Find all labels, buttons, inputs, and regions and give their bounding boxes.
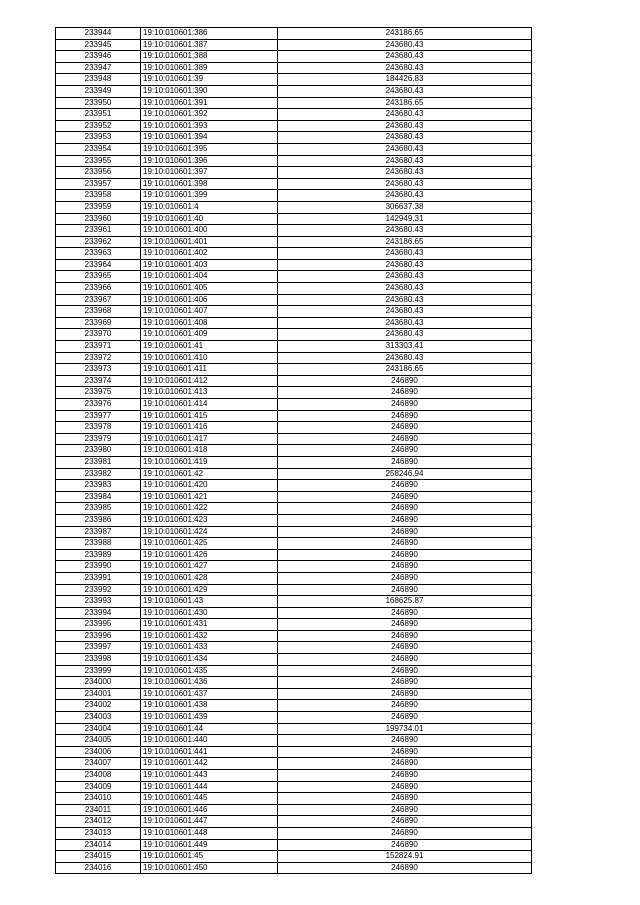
cadastral-number-cell: 19:10:010601:421 — [141, 491, 278, 503]
row-number-cell: 233974 — [56, 375, 141, 387]
cadastral-number-cell: 19:10:010601:416 — [141, 422, 278, 434]
table-row — [56, 375, 532, 387]
table-row — [56, 120, 532, 132]
cadastral-value-cell: 243186.65 — [278, 97, 532, 109]
row-number-cell: 233968 — [56, 306, 141, 318]
cadastral-number-cell: 19:10:010601:399 — [141, 190, 278, 202]
table-row — [56, 97, 532, 109]
table-row — [56, 851, 532, 863]
table-row — [56, 549, 532, 561]
cadastral-value-cell: 246890 — [278, 619, 532, 631]
cadastral-value-cell: 246890 — [278, 410, 532, 422]
table-row — [56, 445, 532, 457]
row-number-cell: 233996 — [56, 630, 141, 642]
table-row — [56, 677, 532, 689]
cadastral-number-cell: 19:10:010601:448 — [141, 827, 278, 839]
cadastral-number-cell: 19:10:010601:435 — [141, 665, 278, 677]
cadastral-value-cell: 246890 — [278, 654, 532, 666]
row-number-cell: 233952 — [56, 120, 141, 132]
cadastral-number-cell: 19:10:010601:425 — [141, 538, 278, 550]
row-number-cell: 233953 — [56, 132, 141, 144]
row-number-cell: 233997 — [56, 642, 141, 654]
cadastral-value-cell: 246890 — [278, 712, 532, 724]
table-row — [56, 456, 532, 468]
row-number-cell: 233977 — [56, 410, 141, 422]
table-row — [56, 758, 532, 770]
cadastral-number-cell: 19:10:010601:391 — [141, 97, 278, 109]
row-number-cell: 233985 — [56, 503, 141, 515]
cadastral-number-cell: 19:10:010601:412 — [141, 375, 278, 387]
table-row — [56, 514, 532, 526]
cadastral-number-cell: 19:10:010601:409 — [141, 329, 278, 341]
row-number-cell: 233975 — [56, 387, 141, 399]
cadastral-value-cell: 152824.91 — [278, 851, 532, 863]
table-row — [56, 28, 532, 40]
row-number-cell: 233964 — [56, 259, 141, 271]
cadastral-value-cell: 246890 — [278, 514, 532, 526]
table-row — [56, 665, 532, 677]
table-row — [56, 688, 532, 700]
cadastral-value-cell: 246890 — [278, 781, 532, 793]
table-row — [56, 352, 532, 364]
cadastral-number-cell: 19:10:010601:408 — [141, 317, 278, 329]
cadastral-value-cell: 246890 — [278, 549, 532, 561]
cadastral-number-cell: 19:10:010601:415 — [141, 410, 278, 422]
cadastral-value-cell: 246890 — [278, 700, 532, 712]
table-row — [56, 399, 532, 411]
cadastral-number-cell: 19:10:010601:396 — [141, 155, 278, 167]
row-number-cell: 233966 — [56, 283, 141, 295]
row-number-cell: 233991 — [56, 572, 141, 584]
cadastral-value-cell: 313303.41 — [278, 341, 532, 353]
table-row — [56, 143, 532, 155]
row-number-cell: 234002 — [56, 700, 141, 712]
table-row — [56, 225, 532, 237]
table-row — [56, 793, 532, 805]
table-row — [56, 364, 532, 376]
cadastral-number-cell: 19:10:010601:450 — [141, 862, 278, 874]
cadastral-value-cell: 246890 — [278, 526, 532, 538]
cadastral-number-cell: 19:10:010601:43 — [141, 596, 278, 608]
cadastral-value-cell: 246890 — [278, 538, 532, 550]
table-row — [56, 51, 532, 63]
cadastral-value-cell: 246890 — [278, 862, 532, 874]
cadastral-value-cell: 246890 — [278, 480, 532, 492]
cadastral-value-cell: 243680.43 — [278, 109, 532, 121]
row-number-cell: 233950 — [56, 97, 141, 109]
cadastral-number-cell: 19:10:010601:441 — [141, 746, 278, 758]
cadastral-number-cell: 19:10:010601:405 — [141, 283, 278, 295]
table-row — [56, 39, 532, 51]
cadastral-number-cell: 19:10:010601:426 — [141, 549, 278, 561]
cadastral-number-cell: 19:10:010601:447 — [141, 816, 278, 828]
cadastral-number-cell: 19:10:010601:413 — [141, 387, 278, 399]
cadastral-value-cell: 199734.01 — [278, 723, 532, 735]
table-row — [56, 480, 532, 492]
cadastral-value-cell: 243680.43 — [278, 352, 532, 364]
cadastral-value-cell: 246890 — [278, 688, 532, 700]
table-row — [56, 283, 532, 295]
row-number-cell: 233949 — [56, 85, 141, 97]
cadastral-number-cell: 19:10:010601:410 — [141, 352, 278, 364]
row-number-cell: 233987 — [56, 526, 141, 538]
table-row — [56, 248, 532, 260]
cadastral-value-cell: 246890 — [278, 503, 532, 515]
row-number-cell: 233970 — [56, 329, 141, 341]
row-number-cell: 233958 — [56, 190, 141, 202]
row-number-cell: 233947 — [56, 62, 141, 74]
row-number-cell: 233978 — [56, 422, 141, 434]
table-row — [56, 178, 532, 190]
cadastral-value-cell: 168625.87 — [278, 596, 532, 608]
table-row — [56, 201, 532, 213]
table-row — [56, 422, 532, 434]
table-row — [56, 781, 532, 793]
cadastral-value-cell: 246890 — [278, 816, 532, 828]
row-number-cell: 233954 — [56, 143, 141, 155]
cadastral-number-cell: 19:10:010601:414 — [141, 399, 278, 411]
cadastral-value-cell: 246890 — [278, 735, 532, 747]
row-number-cell: 233986 — [56, 514, 141, 526]
table-row — [56, 213, 532, 225]
table-row — [56, 387, 532, 399]
cadastral-number-cell: 19:10:010601:443 — [141, 770, 278, 782]
table-row — [56, 503, 532, 515]
table-row — [56, 700, 532, 712]
cadastral-value-cell: 246890 — [278, 839, 532, 851]
cadastral-value-cell: 243680.43 — [278, 283, 532, 295]
row-number-cell: 233990 — [56, 561, 141, 573]
cadastral-number-cell: 19:10:010601:445 — [141, 793, 278, 805]
cadastral-value-cell: 243680.43 — [278, 259, 532, 271]
row-number-cell: 233981 — [56, 456, 141, 468]
cadastral-number-cell: 19:10:010601:444 — [141, 781, 278, 793]
cadastral-value-cell: 243680.43 — [278, 39, 532, 51]
table-row — [56, 816, 532, 828]
cadastral-number-cell: 19:10:010601:400 — [141, 225, 278, 237]
cadastral-value-cell: 246890 — [278, 677, 532, 689]
row-number-cell: 233967 — [56, 294, 141, 306]
cadastral-value-cell: 243680.43 — [278, 62, 532, 74]
cadastral-value-cell: 246890 — [278, 630, 532, 642]
table-row — [56, 723, 532, 735]
table-row — [56, 236, 532, 248]
row-number-cell: 233961 — [56, 225, 141, 237]
cadastral-number-cell: 19:10:010601:449 — [141, 839, 278, 851]
cadastral-number-cell: 19:10:010601:434 — [141, 654, 278, 666]
cadastral-value-cell: 243680.43 — [278, 132, 532, 144]
row-number-cell: 233998 — [56, 654, 141, 666]
table-row — [56, 132, 532, 144]
table-row — [56, 491, 532, 503]
table-row — [56, 654, 532, 666]
cadastral-number-cell: 19:10:010601:427 — [141, 561, 278, 573]
cadastral-value-cell: 243680.43 — [278, 190, 532, 202]
row-number-cell: 233989 — [56, 549, 141, 561]
table-row — [56, 607, 532, 619]
table-body — [56, 28, 532, 874]
table-row — [56, 433, 532, 445]
row-number-cell: 233956 — [56, 167, 141, 179]
cadastral-number-cell: 19:10:010601:42 — [141, 468, 278, 480]
table-row — [56, 862, 532, 874]
cadastral-value-cell: 246890 — [278, 387, 532, 399]
table-row — [56, 804, 532, 816]
cadastral-value-cell: 243680.43 — [278, 248, 532, 260]
table-row — [56, 109, 532, 121]
row-number-cell: 233955 — [56, 155, 141, 167]
cadastral-value-cell: 243680.43 — [278, 294, 532, 306]
table-row — [56, 712, 532, 724]
row-number-cell: 233982 — [56, 468, 141, 480]
cadastral-value-cell: 243186.65 — [278, 236, 532, 248]
cadastral-value-cell: 246890 — [278, 422, 532, 434]
cadastral-number-cell: 19:10:010601:432 — [141, 630, 278, 642]
row-number-cell: 234014 — [56, 839, 141, 851]
row-number-cell: 233969 — [56, 317, 141, 329]
cadastral-number-cell: 19:10:010601:418 — [141, 445, 278, 457]
row-number-cell: 233979 — [56, 433, 141, 445]
cadastral-number-cell: 19:10:010601:45 — [141, 851, 278, 863]
cadastral-value-table — [55, 27, 532, 874]
cadastral-number-cell: 19:10:010601:438 — [141, 700, 278, 712]
cadastral-number-cell: 19:10:010601:407 — [141, 306, 278, 318]
cadastral-number-cell: 19:10:010601:44 — [141, 723, 278, 735]
cadastral-value-cell: 246890 — [278, 561, 532, 573]
cadastral-value-cell: 243680.43 — [278, 120, 532, 132]
cadastral-value-cell: 243680.43 — [278, 155, 532, 167]
table-row — [56, 294, 532, 306]
row-number-cell: 234005 — [56, 735, 141, 747]
table-row — [56, 630, 532, 642]
cadastral-value-cell: 243680.43 — [278, 225, 532, 237]
cadastral-number-cell: 19:10:010601:401 — [141, 236, 278, 248]
row-number-cell: 234006 — [56, 746, 141, 758]
cadastral-number-cell: 19:10:010601:4 — [141, 201, 278, 213]
table-row — [56, 642, 532, 654]
cadastral-value-cell: 246890 — [278, 793, 532, 805]
cadastral-number-cell: 19:10:010601:437 — [141, 688, 278, 700]
table-row — [56, 329, 532, 341]
row-number-cell: 234016 — [56, 862, 141, 874]
cadastral-value-cell: 243680.43 — [278, 317, 532, 329]
cadastral-value-cell: 246890 — [278, 665, 532, 677]
row-number-cell: 233976 — [56, 399, 141, 411]
cadastral-number-cell: 19:10:010601:419 — [141, 456, 278, 468]
cadastral-value-cell: 184426.83 — [278, 74, 532, 86]
table-row — [56, 746, 532, 758]
row-number-cell: 233944 — [56, 28, 141, 40]
table-row — [56, 271, 532, 283]
cadastral-value-cell: 246890 — [278, 433, 532, 445]
cadastral-number-cell: 19:10:010601:39 — [141, 74, 278, 86]
cadastral-number-cell: 19:10:010601:392 — [141, 109, 278, 121]
cadastral-value-cell: 246890 — [278, 399, 532, 411]
cadastral-value-cell: 243186.65 — [278, 28, 532, 40]
table-row — [56, 341, 532, 353]
cadastral-value-cell: 243680.43 — [278, 51, 532, 63]
row-number-cell: 234009 — [56, 781, 141, 793]
cadastral-number-cell: 19:10:010601:402 — [141, 248, 278, 260]
row-number-cell: 233963 — [56, 248, 141, 260]
row-number-cell: 233992 — [56, 584, 141, 596]
row-number-cell: 233951 — [56, 109, 141, 121]
table-row — [56, 584, 532, 596]
cadastral-value-cell: 246890 — [278, 375, 532, 387]
table-row — [56, 468, 532, 480]
cadastral-number-cell: 19:10:010601:403 — [141, 259, 278, 271]
row-number-cell: 233959 — [56, 201, 141, 213]
row-number-cell: 233988 — [56, 538, 141, 550]
cadastral-number-cell: 19:10:010601:393 — [141, 120, 278, 132]
cadastral-number-cell: 19:10:010601:439 — [141, 712, 278, 724]
table-row — [56, 74, 532, 86]
row-number-cell: 233995 — [56, 619, 141, 631]
cadastral-value-cell: 243680.43 — [278, 85, 532, 97]
table-row — [56, 839, 532, 851]
cadastral-value-cell: 243680.43 — [278, 178, 532, 190]
cadastral-value-cell: 246890 — [278, 607, 532, 619]
table-row — [56, 306, 532, 318]
cadastral-number-cell: 19:10:010601:436 — [141, 677, 278, 689]
row-number-cell: 234015 — [56, 851, 141, 863]
row-number-cell: 234011 — [56, 804, 141, 816]
table-row — [56, 770, 532, 782]
cadastral-value-cell: 243680.43 — [278, 306, 532, 318]
row-number-cell: 233962 — [56, 236, 141, 248]
table-row — [56, 62, 532, 74]
cadastral-value-cell: 246890 — [278, 770, 532, 782]
table-row — [56, 167, 532, 179]
row-number-cell: 233945 — [56, 39, 141, 51]
cadastral-value-cell: 258246.94 — [278, 468, 532, 480]
row-number-cell: 233948 — [56, 74, 141, 86]
cadastral-number-cell: 19:10:010601:395 — [141, 143, 278, 155]
row-number-cell: 234007 — [56, 758, 141, 770]
cadastral-number-cell: 19:10:010601:406 — [141, 294, 278, 306]
table-row — [56, 538, 532, 550]
cadastral-number-cell: 19:10:010601:387 — [141, 39, 278, 51]
table-row — [56, 317, 532, 329]
cadastral-number-cell: 19:10:010601:423 — [141, 514, 278, 526]
row-number-cell: 233973 — [56, 364, 141, 376]
cadastral-value-cell: 246890 — [278, 456, 532, 468]
row-number-cell: 233999 — [56, 665, 141, 677]
table-row — [56, 596, 532, 608]
cadastral-number-cell: 19:10:010601:420 — [141, 480, 278, 492]
cadastral-number-cell: 19:10:010601:431 — [141, 619, 278, 631]
row-number-cell: 234012 — [56, 816, 141, 828]
cadastral-number-cell: 19:10:010601:446 — [141, 804, 278, 816]
row-number-cell: 233980 — [56, 445, 141, 457]
cadastral-number-cell: 19:10:010601:440 — [141, 735, 278, 747]
cadastral-number-cell: 19:10:010601:398 — [141, 178, 278, 190]
cadastral-number-cell: 19:10:010601:41 — [141, 341, 278, 353]
table-row — [56, 619, 532, 631]
row-number-cell: 234001 — [56, 688, 141, 700]
table-row — [56, 735, 532, 747]
table-row — [56, 190, 532, 202]
cadastral-value-cell: 246890 — [278, 642, 532, 654]
cadastral-number-cell: 19:10:010601:386 — [141, 28, 278, 40]
cadastral-number-cell: 19:10:010601:388 — [141, 51, 278, 63]
row-number-cell: 234004 — [56, 723, 141, 735]
table-row — [56, 410, 532, 422]
row-number-cell: 233983 — [56, 480, 141, 492]
row-number-cell: 234003 — [56, 712, 141, 724]
cadastral-number-cell: 19:10:010601:433 — [141, 642, 278, 654]
cadastral-value-cell: 243680.43 — [278, 167, 532, 179]
cadastral-number-cell: 19:10:010601:394 — [141, 132, 278, 144]
cadastral-number-cell: 19:10:010601:430 — [141, 607, 278, 619]
cadastral-number-cell: 19:10:010601:424 — [141, 526, 278, 538]
row-number-cell: 234000 — [56, 677, 141, 689]
row-number-cell: 233993 — [56, 596, 141, 608]
cadastral-number-cell: 19:10:010601:411 — [141, 364, 278, 376]
cadastral-value-cell: 246890 — [278, 758, 532, 770]
cadastral-value-cell: 142949.31 — [278, 213, 532, 225]
row-number-cell: 233994 — [56, 607, 141, 619]
table-row — [56, 561, 532, 573]
cadastral-number-cell: 19:10:010601:429 — [141, 584, 278, 596]
cadastral-value-cell: 243680.43 — [278, 329, 532, 341]
cadastral-number-cell: 19:10:010601:40 — [141, 213, 278, 225]
cadastral-value-cell: 243186.65 — [278, 364, 532, 376]
table-row — [56, 259, 532, 271]
table-row — [56, 526, 532, 538]
row-number-cell: 234008 — [56, 770, 141, 782]
cadastral-number-cell: 19:10:010601:390 — [141, 85, 278, 97]
cadastral-value-cell: 246890 — [278, 827, 532, 839]
cadastral-value-cell: 243680.43 — [278, 143, 532, 155]
cadastral-value-cell: 246890 — [278, 584, 532, 596]
row-number-cell: 233984 — [56, 491, 141, 503]
row-number-cell: 234010 — [56, 793, 141, 805]
table-row — [56, 572, 532, 584]
row-number-cell: 233971 — [56, 341, 141, 353]
row-number-cell: 233972 — [56, 352, 141, 364]
row-number-cell: 233960 — [56, 213, 141, 225]
cadastral-number-cell: 19:10:010601:417 — [141, 433, 278, 445]
cadastral-number-cell: 19:10:010601:389 — [141, 62, 278, 74]
cadastral-number-cell: 19:10:010601:428 — [141, 572, 278, 584]
cadastral-number-cell: 19:10:010601:397 — [141, 167, 278, 179]
cadastral-value-cell: 246890 — [278, 572, 532, 584]
cadastral-value-cell: 243680.43 — [278, 271, 532, 283]
table-row — [56, 85, 532, 97]
row-number-cell: 233946 — [56, 51, 141, 63]
cadastral-number-cell: 19:10:010601:404 — [141, 271, 278, 283]
table-row — [56, 827, 532, 839]
cadastral-value-cell: 246890 — [278, 445, 532, 457]
cadastral-value-cell: 246890 — [278, 804, 532, 816]
row-number-cell: 234013 — [56, 827, 141, 839]
row-number-cell: 233957 — [56, 178, 141, 190]
table-row — [56, 155, 532, 167]
cadastral-value-cell: 246890 — [278, 491, 532, 503]
cadastral-number-cell: 19:10:010601:422 — [141, 503, 278, 515]
cadastral-value-cell: 306637.38 — [278, 201, 532, 213]
cadastral-number-cell: 19:10:010601:442 — [141, 758, 278, 770]
row-number-cell: 233965 — [56, 271, 141, 283]
cadastral-value-cell: 246890 — [278, 746, 532, 758]
